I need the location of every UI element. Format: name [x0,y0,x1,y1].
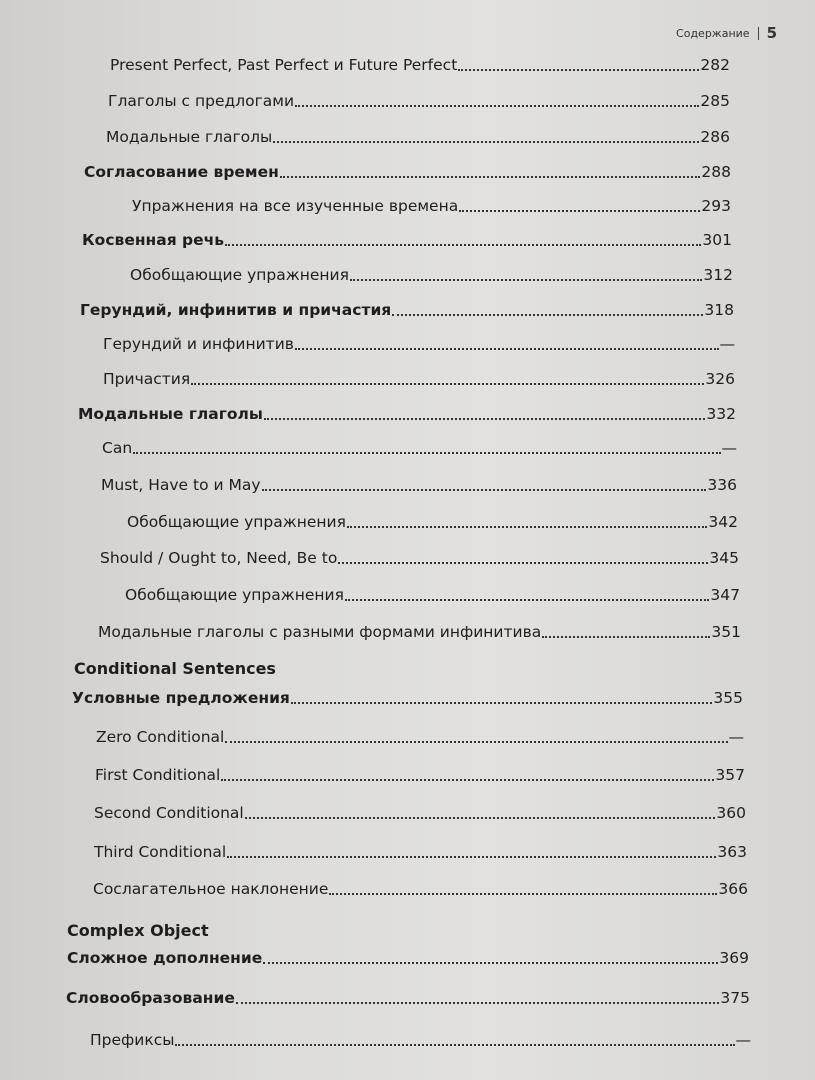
toc-entry-title: Zero Conditional [96,728,225,746]
toc-entry [125,585,740,605]
toc-entry-title: Second Conditional [94,804,244,822]
toc-entry [67,948,749,968]
toc-entry-page: 285 [700,92,730,110]
toc-entry [72,688,743,708]
toc-entry [98,622,741,642]
toc-entry [90,1030,751,1050]
toc-entry-title: Герундий и инфинитив [103,335,294,353]
leader-dots [245,816,716,819]
toc-entry-page: 345 [709,549,739,567]
toc-entry-title: Условные предложения [72,689,290,707]
toc-entry-page: 369 [719,949,749,967]
toc-section-heading: Conditional Sentences [74,659,276,678]
toc-entry [130,265,733,285]
toc-entry [101,475,737,495]
page-number: 5 [766,24,777,42]
toc-entry-title: Third Conditional [94,843,227,861]
leader-dots [338,561,708,564]
leader-dots [221,778,714,781]
toc-entry-page: 326 [705,370,735,388]
toc-entry [96,727,744,747]
leader-dots [392,313,703,316]
leader-dots [345,598,710,601]
leader-dots [542,635,710,638]
toc-entry-page: 288 [701,163,731,181]
toc-entry-page: 351 [711,623,741,641]
toc-entry-title: Can [102,439,133,457]
toc-entry-title: First Conditional [95,766,221,784]
leader-dots [295,347,719,350]
toc-entry-title: Сослагательное наклонение [93,880,329,898]
toc-entry [108,91,730,111]
toc-entry-page: 312 [703,266,733,284]
toc-entry-page: — [735,1031,751,1049]
toc-entry-title: Причастия [103,370,191,388]
leader-dots [347,525,708,528]
toc-entry [103,369,735,389]
toc-entry-page: 318 [704,301,734,319]
leader-dots [133,451,720,454]
section-title: Содержание [676,26,750,40]
leader-dots [263,961,718,964]
toc-entry-page: 360 [716,804,746,822]
toc-entry-title: Упражнения на все изученные времена [132,197,459,215]
leader-dots [225,740,727,743]
toc-entry-page: 286 [700,128,730,146]
toc-entry [103,334,735,354]
toc-entry-title: Модальные глаголы [78,405,263,423]
toc-entry-page: 282 [700,56,730,74]
toc-entry [78,404,736,424]
toc-entry-page: 293 [701,197,731,215]
leader-dots [273,140,699,143]
toc-entry [95,765,745,785]
leader-dots [329,892,717,895]
toc-entry-title: Present Perfect, Past Perfect и Future Perfect [110,56,458,74]
toc-entry-page: — [719,335,735,353]
toc-entry-title: Should / Ought to, Need, Be to [100,549,338,567]
toc-entry [66,988,750,1008]
toc-entry [102,438,737,458]
toc-entry-page: — [721,439,737,457]
toc-entry [100,548,739,568]
toc-entry-title: Герундий, инфинитив и причастия [80,301,392,319]
toc-entry [82,230,732,250]
toc-entry-page: 355 [713,689,743,707]
leader-dots [280,175,701,178]
toc-entry [80,300,734,320]
leader-dots [191,382,704,385]
toc-entry-title: Сложное дополнение [67,949,263,967]
toc-entry [84,162,731,182]
leader-dots [350,278,703,281]
leader-dots [291,701,713,704]
toc-entry-page: 366 [718,880,748,898]
toc-section-heading: Complex Object [67,921,209,940]
toc-entry-page: 375 [720,989,750,1007]
toc-entry-page: 332 [706,405,736,423]
leader-dots [459,209,700,212]
leader-dots [264,417,706,420]
toc-entry [106,127,730,147]
toc-entry [94,803,746,823]
leader-dots [295,104,699,107]
toc-entry-title: Глаголы с предлогами [108,92,295,110]
toc-entry-title: Модальные глаголы [106,128,273,146]
leader-dots [225,243,701,246]
toc-entry-page: 347 [710,586,740,604]
toc-entry-title: Согласование времен [84,163,279,181]
toc-entry-page: 342 [708,513,738,531]
toc-entry [94,842,747,862]
toc-entry-page: 357 [715,766,745,784]
toc-entry-page: — [728,728,744,746]
toc-entry-title: Модальные глаголы с разными формами инфинитива [98,623,542,641]
leader-dots [227,855,716,858]
toc-entry-title: Косвенная речь [82,231,225,249]
toc-entry [132,196,731,216]
leader-dots [236,1001,720,1004]
toc-entry-title: Словообразование [66,989,235,1007]
toc-entry-page: 363 [717,843,747,861]
toc-entry-page: 301 [702,231,732,249]
toc-entry [127,512,738,532]
toc-entry [93,879,748,899]
toc-entry-title: Обобщающие упражнения [125,586,344,604]
leader-dots [175,1043,734,1046]
leader-dots [262,488,707,491]
toc-entry-title: Обобщающие упражнения [127,513,346,531]
toc-entry-title: Префиксы [90,1031,175,1049]
toc-entry [110,55,730,75]
toc-entry-page: 336 [707,476,737,494]
toc-entry-title: Must, Have to и May [101,476,261,494]
leader-dots [458,68,699,71]
toc-entry-title: Обобщающие упражнения [130,266,349,284]
